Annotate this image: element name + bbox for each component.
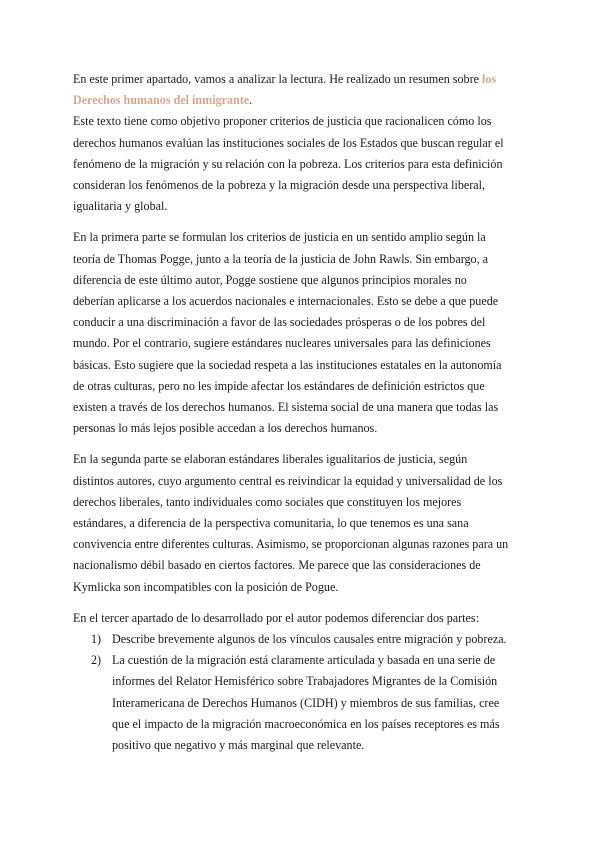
paragraph-third-part: En el tercer apartado de lo desarrollado por el autor podemos diferenciar dos partes: (73, 610, 479, 625)
paragraph-first-part: En la primera parte se formulan los criterios de justicia en un sentido amplio según la teoría de Thomas Pogge, junto a la teoría de la justicia de John Rawls. Sin embargo, a diferencia de este último autor, Pogge sostiene que algunos principios morales no deberían aplicarse a los acuerdos nacionales e internacionales. Esto se debe a que puede conducir a una discriminación a favor de las sociedades prósperas o de los pobres del mundo. Por el contrario, sugiere estándares nucleares universales para las definiciones básicas. Esto sugiere que la sociedad respeta a las instituciones estatales en la autonomía de otras culturas, pero no les impide afectar los estándares de definición estrictos que existen a través de los derechos humanos. El sistema social de una manera que todas las personas lo más lejos posible accedan a los derechos humanos. (73, 230, 502, 436)
list-item-text: La cuestión de la migración está claramente articulada y basada en una serie de informes del Relator Hemisférico sobre Trabajadores Migrantes de la Comisión Interamericana de Derechos Humanos (CIDH) y miembros de sus familias, cree que el impacto de la migración macroeconómica en los países receptores es más positivo que negativo y más marginal que relevante. (112, 653, 500, 753)
list-item-number: 1) (91, 632, 102, 647)
paragraph-second-part: En la segunda parte se elaboran estándares liberales igualitarios de justicia, según distintos autores, cuyo argumento central es reivindicar la equidad y universalidad de los derechos liberales, tanto individuales como sociales que constituyen los mejores estándares, a diferencia de la perspectiva comunitaria, lo que tenemos es una sana convivencia entre diferentes culturas. Asimismo, se proporcionan algunas razones para un nacionalismo débil basado en ciertos factores. Me parece que las consideraciones de Kymlicka son incompatibles con la posición de Pogue. (73, 452, 509, 594)
list-item (91, 629, 510, 650)
list-item (91, 650, 510, 756)
derechos-humanos-link[interactable]: los Derechos humanos del inmigrante (73, 72, 497, 108)
list-item-number: 2) (91, 653, 102, 668)
intro-text: En este primer apartado, vamos a analizar la lectura. He realizado un resumen sobre (73, 72, 482, 86)
intro-period: . (249, 93, 253, 108)
intro-paragraph (73, 69, 510, 111)
list-item-text: Describe brevemente algunos de los vínculos causales entre migración y pobreza. (112, 632, 507, 647)
numbered-list (73, 629, 510, 756)
paragraph-objective: Este texto tiene como objetivo proponer criterios de justicia que racionalicen cómo los derechos humanos evalúan las instituciones sociales de los Estados que buscan regular el fenómeno de la migración y su relación con la pobreza. Los criterios para esta definición consideran los fenómenos de la pobreza y la migración desde una perspectiva liberal, igualitaria y global. (73, 114, 504, 214)
